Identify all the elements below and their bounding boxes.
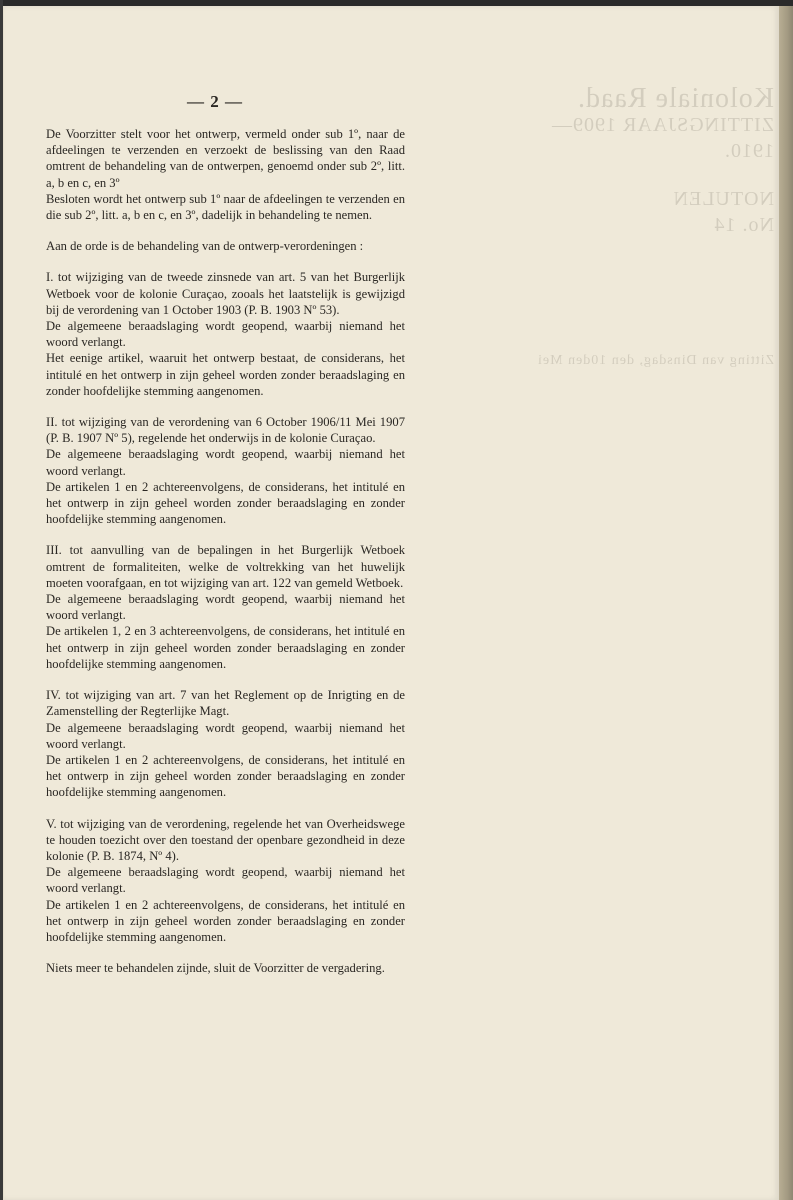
paragraph-gap <box>46 527 405 542</box>
paragraph: De algemeene beraadslaging wordt geopend, waarbij niemand het woord verlangt. <box>46 720 405 751</box>
paragraph: V. tot wijziging van de verordening, regelende het van Overheidswege te houden toezicht over den toestand der openbare gezondheid in deze kolonie (P. B. 1874, Nº 4). <box>46 816 405 863</box>
paragraph: De artikelen 1, 2 en 3 achtereenvolgens, de considerans, het intitulé en het ontwerp in zijn geheel worden zonder beraadslaging en zonder hoofdelijke stemming aangenomen. <box>46 624 405 671</box>
paragraph: Besloten wordt het ontwerp sub 1º naar de afdeelingen te verzenden en die sub 2º, litt. a, b en c, en 3º, dadelijk in behandeling te nemen. <box>46 191 405 223</box>
paragraph: Niets meer te behandelen zijnde, sluit de Voorzitter de vergadering. <box>46 961 385 976</box>
document-body <box>46 126 405 976</box>
paragraph-gap <box>46 801 405 816</box>
paragraph: De algemeene beraadslaging wordt geopend, waarbij niemand het woord verlangt. <box>46 447 405 478</box>
bleed-line: NOTULEN <box>672 188 774 210</box>
paragraph: III. tot aanvulling van de bepalingen in het Burgerlijk Wetboek omtrent de formaliteiten, welke de voltrekking van het huwelijk moeten voorafgaan, en tot wijziging van art. 122 van gemeld Wetboek. <box>46 543 405 590</box>
paragraph: Aan de orde is de behandeling van de ontwerp-verordeningen : <box>46 239 364 254</box>
paragraph: De artikelen 1 en 2 achtereenvolgens, de considerans, het intitulé en het ontwerp in zijn geheel worden zonder beraadslaging en zonder hoofdelijke stemming aangenomen. <box>46 752 405 800</box>
paragraph: De algemeene beraadslaging wordt geopend, waarbij niemand het woord verlangt. <box>46 865 405 896</box>
scan-right-strip <box>779 6 793 1200</box>
paragraph-gap <box>46 399 405 414</box>
paragraph-gap <box>46 254 405 269</box>
paragraph-gap <box>46 672 405 687</box>
paragraph-gap <box>46 945 405 960</box>
paragraph: De artikelen 1 en 2 achtereenvolgens, de considerans, het intitulé en het ontwerp in zijn geheel worden zonder beraadslaging en zonder hoofdelijke stemming aangenomen. <box>46 479 405 527</box>
scan-left-edge <box>0 0 3 1200</box>
paragraph-gap <box>46 223 405 238</box>
paragraph: De algemeene beraadslaging wordt geopend, waarbij niemand het woord verlangt. <box>46 319 405 350</box>
paragraph: De algemeene beraadslaging wordt geopend, waarbij niemand het woord verlangt. <box>46 592 405 623</box>
bleed-line: Koloniale Raad. <box>577 83 774 114</box>
paragraph: II. tot wijziging van de verordening van 6 October 1906/11 Mei 1907 (P. B. 1907 Nº 5), regelende het onderwijs in de kolonie Curaçao. <box>46 415 405 446</box>
bleed-line: Zitting van Dinsdag, den 10den Mei <box>537 353 774 368</box>
paragraph: De Voorzitter stelt voor het ontwerp, vermeld onder sub 1º, naar de afdeelingen te verzenden en verzoekt de beslissing van den Raad omtrent de behandeling van de ontwerpen, genoemd onder sub 2º, litt. a, b en c, en 3º <box>46 127 405 190</box>
paragraph: IV. tot wijziging van art. 7 van het Reglement op de Inrigting en de Zamenstelling der Regterlijke Magt. <box>46 688 405 719</box>
paragraph: I. tot wijziging van de tweede zinsnede van art. 5 van het Burgerlijk Wetboek voor de kolonie Curaçao, zooals het laatstelijk is gewijzigd bij de verordening van 1 October 1903 (P. B. 1903 Nº 53). <box>46 270 405 317</box>
paragraph: Het eenige artikel, waaruit het ontwerp bestaat, de considerans, het intitulé en het ontwerp in zijn geheel worden zonder beraadslaging en zonder hoofdelijke stemming aangenomen. <box>46 351 405 398</box>
paragraph: De artikelen 1 en 2 achtereenvolgens, de considerans, het intitulé en het ontwerp in zijn geheel worden zonder beraadslaging en zonder hoofdelijke stemming aangenomen. <box>46 897 405 944</box>
bleed-through-text <box>524 83 774 368</box>
bleed-line: ZITTINGSJAAR 1909—1910. <box>551 114 774 162</box>
bleed-line: No. 14 <box>713 214 774 236</box>
page-number: — 2 — <box>187 92 243 111</box>
